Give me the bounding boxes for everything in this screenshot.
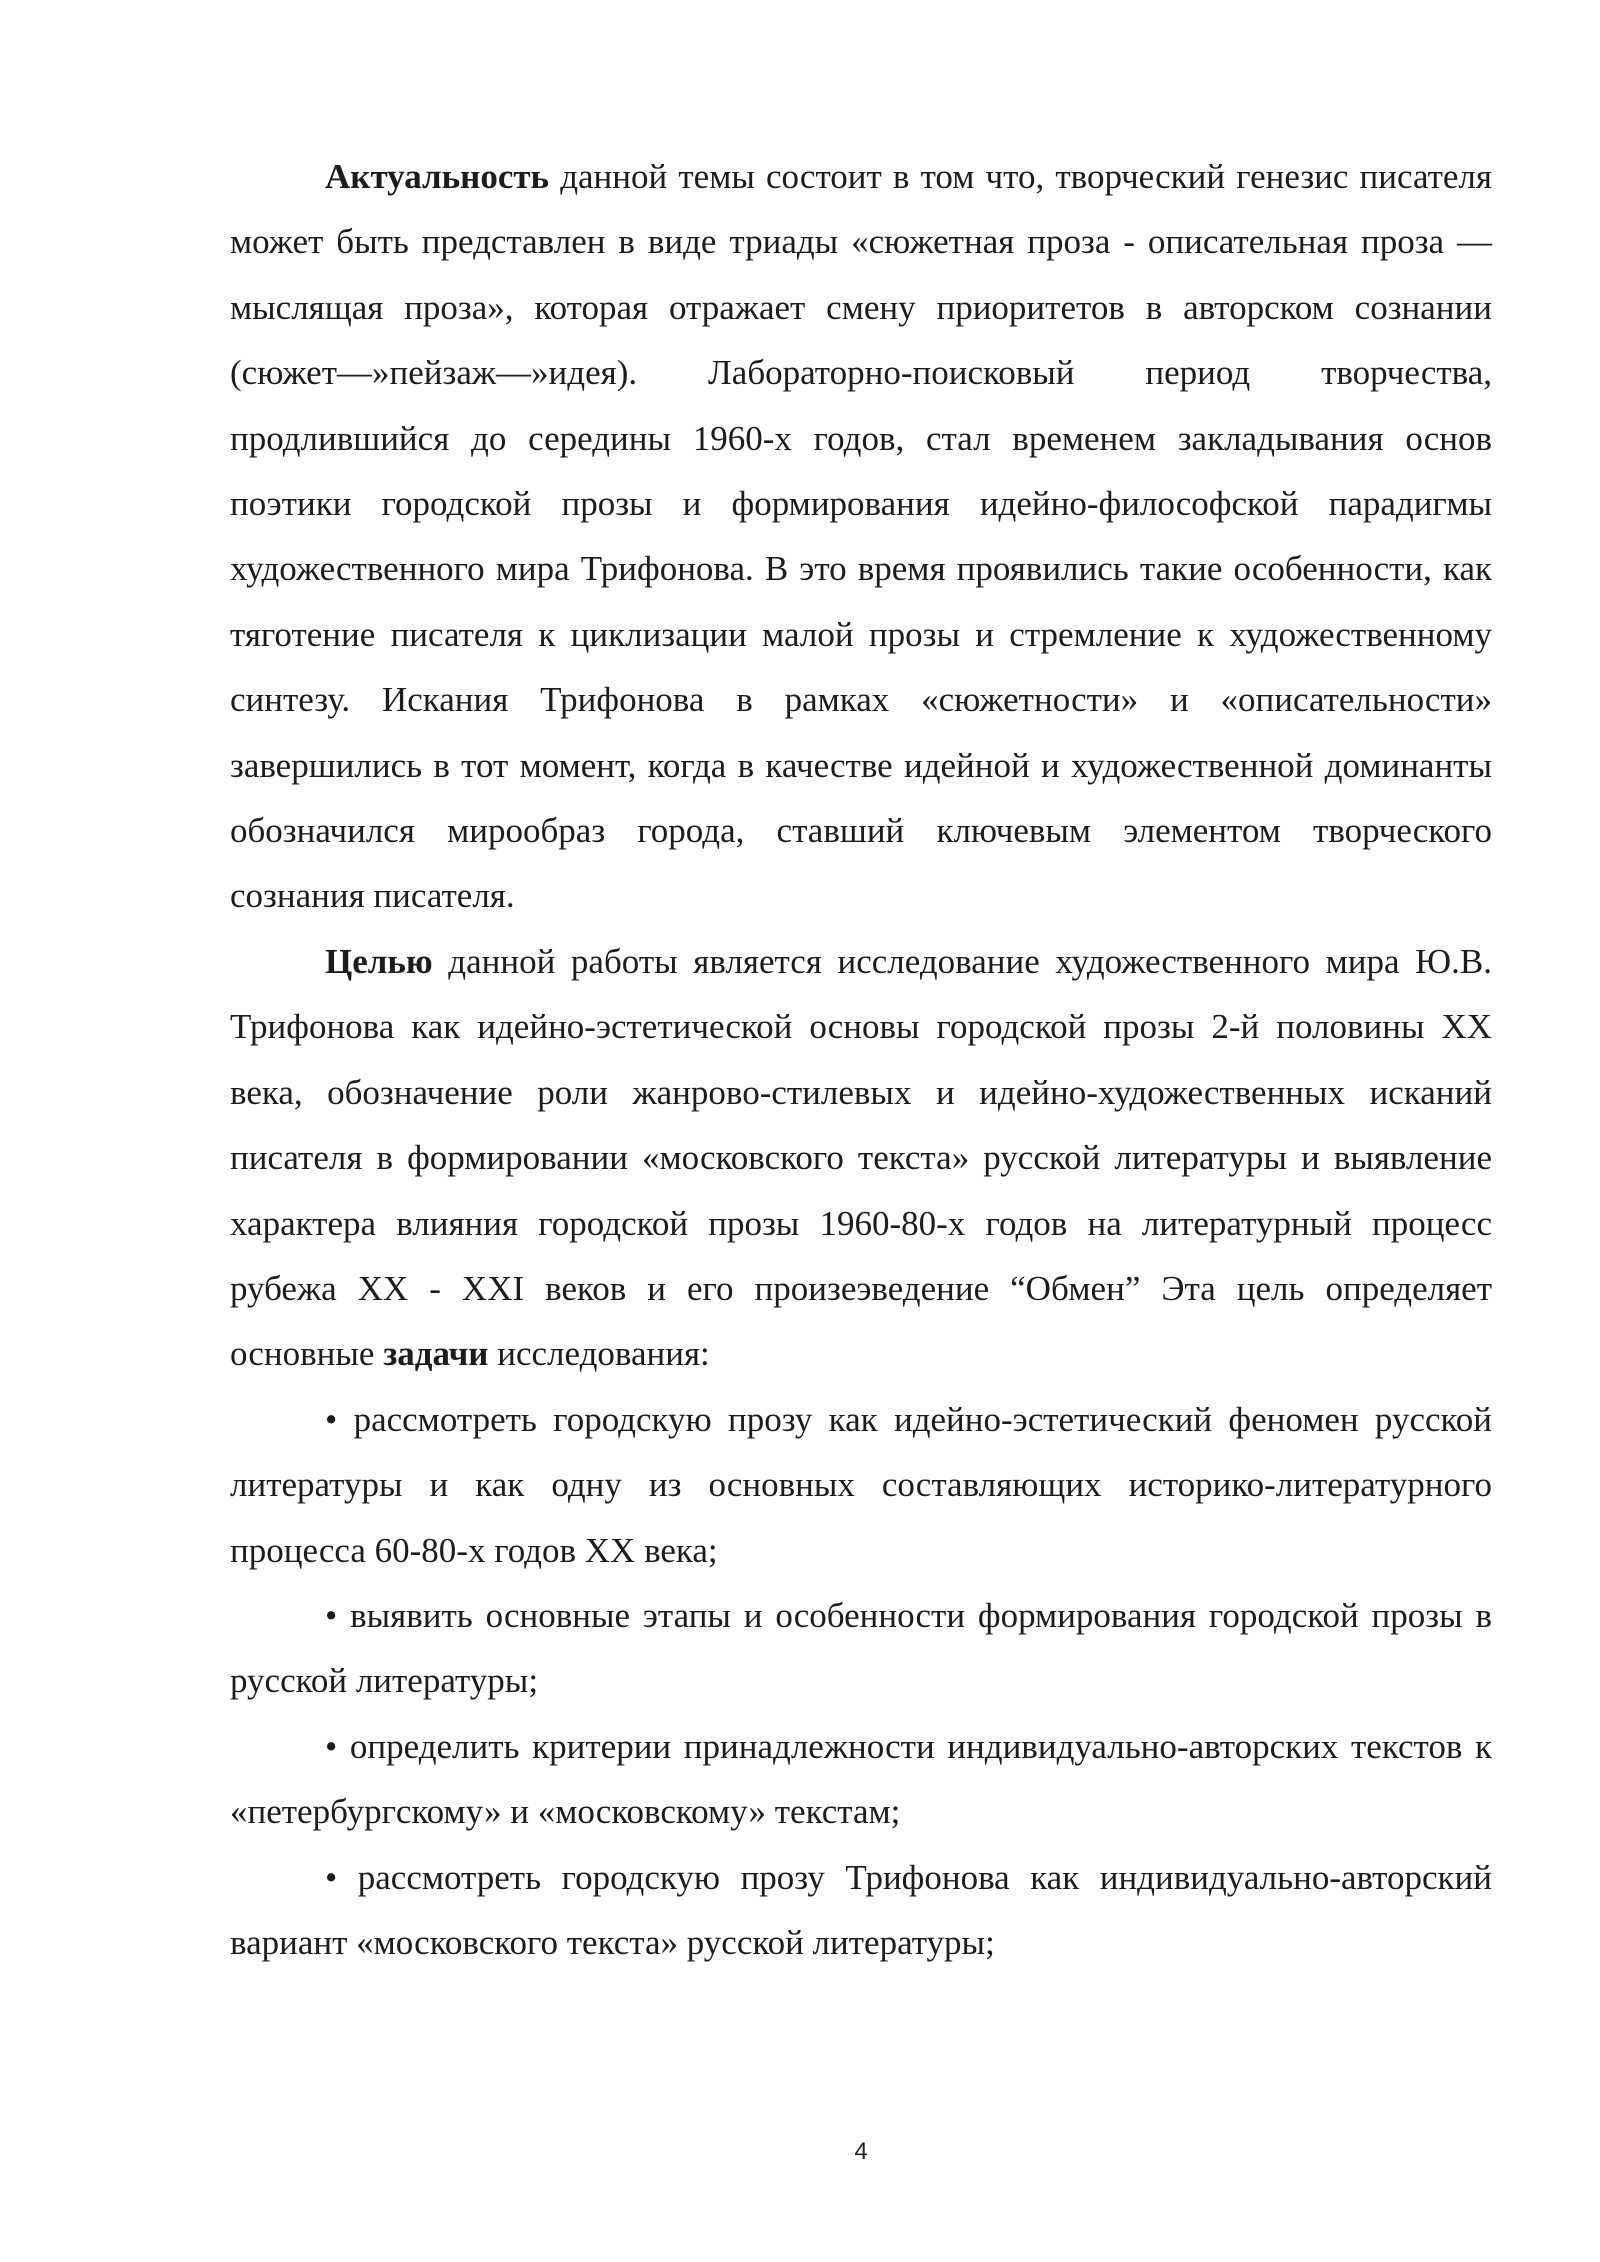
relevance-text: данной темы состоит в том что, творческий генезис писателя может быть представлен в виде триады «сюжетная проза - описательная проза — мыслящая проза», которая отражает смену приоритетов в авторском сознании (сюжет—»пейзаж—»идея). Лабораторно-поисковый период творчества, продлившийся до середины 1960-х годов, стал временем закладывания основ поэтики городской прозы и формирования идейно-философской парадигмы художественного мира Трифонова. В это время проявились такие особенности, как тяготение писателя к циклизации малой прозы и стремление к художественному синтезу. Искания Трифонова в рамках «сюжетности» и «описательности» завершились в тот момент, когда в качестве идейной и художественной доминанты обозначился мирообраз города, ставший ключевым элементом творческого сознания писателя.	[230, 157, 1492, 916]
goal-tail: исследования:	[488, 1334, 710, 1374]
task-item: • определить критерии принадлежности индивидуально-авторских текстов к «петербургскому» и «московскому» текстам;	[230, 1726, 1492, 1832]
relevance-paragraph	[230, 144, 1492, 929]
task-item: • выявить основные этапы и особенности формирования городской прозы в русской литературы;	[230, 1595, 1492, 1701]
task-item: • рассмотреть городскую прозу как идейно-эстетический феномен русской литературы и как одну из основных составляющих историко-литературного процесса 60-80-х годов XX века;	[230, 1399, 1492, 1570]
goal-paragraph	[230, 929, 1492, 1387]
goal-heading: Целью	[325, 941, 433, 981]
goal-text: данной работы является исследование художественного мира Ю.В. Трифонова как идейно-эстетической основы городской прозы 2-й половины XX века, обозначение роли жанрово-стилевых и идейно-художественных исканий писателя в формировании «московского текста» русской литературы и выявление характера влияния городской прозы 1960-80-х годов на литературный процесс рубежа XX - XXI веков и его произеэведение “Обмен” Эта цель определяет основные	[230, 941, 1492, 1374]
tasks-keyword: задачи	[383, 1334, 489, 1374]
relevance-heading: Актуальность	[325, 157, 550, 196]
page-number: 4	[854, 2138, 868, 2165]
document-page	[230, 144, 1492, 1975]
task-item: • рассмотреть городскую прозу Трифонова как индивидуально-авторский вариант «московского текста» русской литературы;	[230, 1857, 1492, 1962]
